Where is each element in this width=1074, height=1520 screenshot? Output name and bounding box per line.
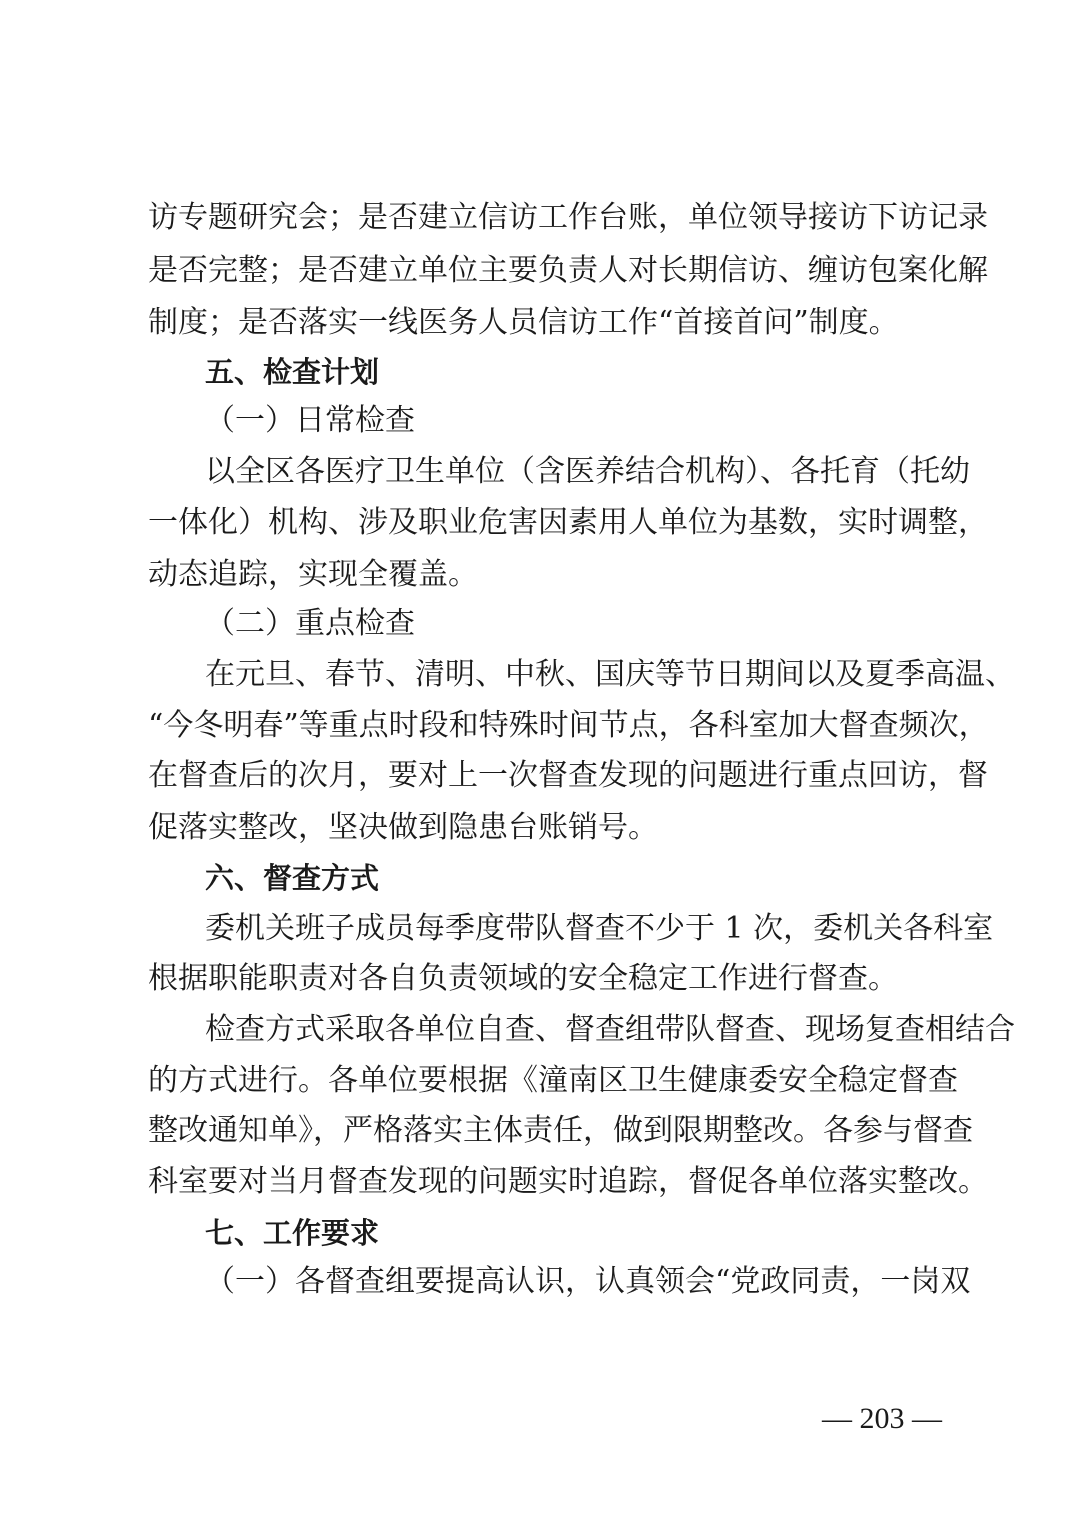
- body-text-line: “今冬明春”等重点时段和特殊时间节点，各科室加大督查频次，: [148, 708, 989, 743]
- subsection-heading: （一）日常检查: [205, 403, 415, 438]
- body-text-line: 的方式进行。各单位要根据《潼南区卫生健康委安全稳定督查: [148, 1063, 958, 1098]
- section-heading: 六、督查方式: [205, 861, 380, 895]
- body-text-line: 检查方式采取各单位自查、督查组带队督查、现场复查相结合: [205, 1012, 1015, 1047]
- body-text-line: 访专题研究会；是否建立信访工作台账，单位领导接访下访记录: [148, 200, 988, 235]
- body-text-line: 是否完整；是否建立单位主要负责人对长期信访、缠访包案化解: [148, 253, 988, 288]
- body-text-line: 促落实整改，坚决做到隐患台账销号。: [148, 810, 658, 845]
- body-text-line: （一）各督查组要提高认识，认真领会“党政同责，一岗双: [205, 1264, 971, 1299]
- body-text-line: 委机关班子成员每季度带队督查不少于 1 次，委机关各科室: [205, 911, 994, 946]
- body-text-line: 整改通知单》，严格落实主体责任，做到限期整改。各参与督查: [148, 1113, 973, 1148]
- body-text-line: 制度；是否落实一线医务人员信访工作“首接首问”制度。: [148, 305, 899, 340]
- section-heading: 五、检查计划: [205, 355, 380, 389]
- body-text-line: 在元旦、春节、清明、中秋、国庆等节日期间以及夏季高温、: [205, 657, 1015, 692]
- body-text-line: 根据职能职责对各自负责领域的安全稳定工作进行督查。: [148, 961, 898, 996]
- body-text-line: 以全区各医疗卫生单位（含医养结合机构）、各托育（托幼: [205, 454, 970, 489]
- body-text-line: 在督查后的次月，要对上一次督查发现的问题进行重点回访，督: [148, 758, 988, 793]
- body-text-line: 一体化）机构、涉及职业危害因素用人单位为基数，实时调整，: [148, 505, 988, 540]
- body-text-line: 科室要对当月督查发现的问题实时追踪，督促各单位落实整改。: [148, 1164, 988, 1199]
- page-number: — 203 —: [822, 1402, 942, 1435]
- subsection-heading: （二）重点检查: [205, 606, 415, 641]
- section-heading: 七、工作要求: [205, 1216, 380, 1250]
- body-text-line: 动态追踪，实现全覆盖。: [148, 557, 478, 592]
